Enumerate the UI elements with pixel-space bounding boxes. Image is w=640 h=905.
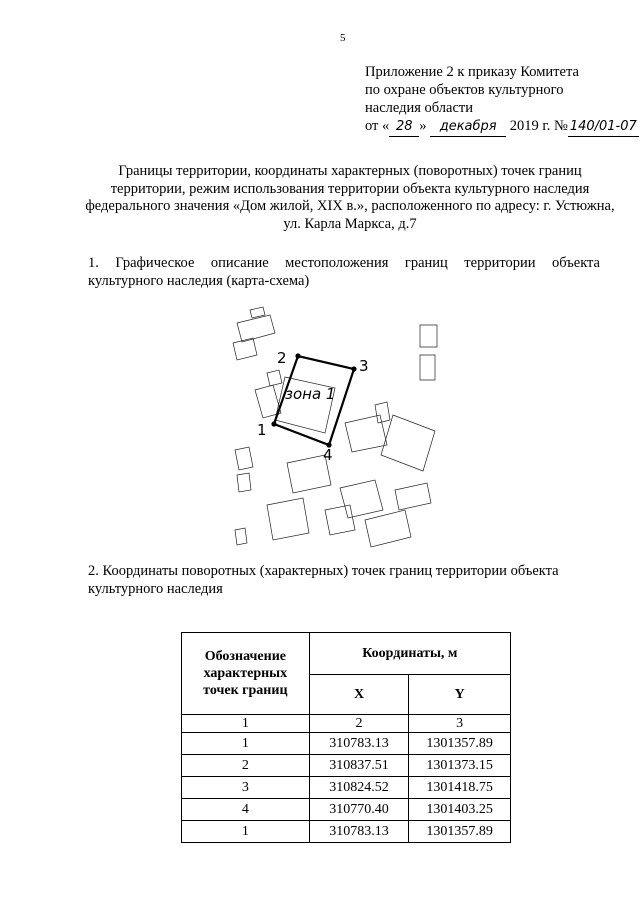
handwritten-month: декабря [430, 118, 506, 137]
table-cell: 1301357.89 [409, 821, 511, 843]
appendix-line-1: Приложение 2 к приказу Комитета [365, 64, 579, 80]
point-label-1: 1 [257, 421, 267, 439]
building-outline [340, 480, 383, 518]
building-outline [267, 498, 309, 540]
table-row [182, 799, 511, 821]
building-outline [345, 415, 387, 452]
table-row [182, 821, 511, 843]
table-row [182, 777, 511, 799]
building-outline [420, 355, 435, 380]
building-outline [395, 483, 431, 510]
appendix-line-3: наследия области [365, 100, 474, 116]
handwritten-day: 28 [389, 118, 419, 137]
table-cell: 1301418.75 [409, 777, 511, 799]
building-outline [237, 315, 275, 342]
quote-close: » [419, 118, 427, 134]
table-cell: 4 [182, 799, 310, 821]
table-cell: 1301373.15 [409, 755, 511, 777]
point-3-marker [351, 366, 356, 371]
handwritten-order-number: 140/01-07 [568, 118, 639, 137]
header-designation: Обозначение характерных точек границ [182, 633, 310, 715]
building-outline [250, 307, 265, 318]
table-cell: 1301403.25 [409, 799, 511, 821]
table-cell: 310837.51 [309, 755, 409, 777]
point-1-marker [271, 421, 276, 426]
header-coordinates: Координаты, м [309, 633, 510, 675]
year-text: 2019 г. № [509, 118, 568, 134]
table-cell: 310783.13 [309, 821, 409, 843]
boundary-map [215, 305, 455, 553]
building-outline [235, 447, 253, 470]
date-prefix: от « [365, 118, 390, 134]
appendix-date-line [365, 117, 635, 137]
appendix-line-2: по охране объектов культурного [365, 82, 564, 98]
table-cell: 310783.13 [309, 733, 409, 755]
document-title: Границы территории, координаты характерных (поворотных) точек границ территории, режим использования территории объекта культурного наследия федерального значения «Дом жилой, XIX в.», расположенного по адресу: г. Устюжна, ул. Карла Маркса, д.7 [85, 163, 615, 232]
table-cell: 1 [182, 715, 310, 733]
point-label-2: 2 [277, 349, 287, 367]
table-index-row [182, 715, 511, 733]
coordinates-table [181, 632, 511, 843]
point-label-3: 3 [359, 357, 369, 375]
section-2-heading: 2. Координаты поворотных (характерных) точек границ территории объекта культурного наследия [88, 563, 559, 597]
building-outline [237, 473, 251, 492]
table-cell: 310770.40 [309, 799, 409, 821]
header-x: X [309, 675, 409, 715]
zone-label: зона 1 [285, 385, 336, 403]
building-outline [381, 415, 435, 471]
table-cell: 3 [182, 777, 310, 799]
table-cell: 1 [182, 733, 310, 755]
building-outline [325, 505, 355, 535]
building-outline [235, 528, 247, 545]
table-cell: 2 [309, 715, 409, 733]
table-cell: 2 [182, 755, 310, 777]
point-label-4: 4 [323, 446, 333, 464]
section-1-heading: 1. Графическое описание местоположения границ территории объекта культурного наследия (карта-схема) [88, 255, 600, 289]
header-y: Y [409, 675, 511, 715]
table-row [182, 755, 511, 777]
table-cell: 1 [182, 821, 310, 843]
table-cell: 3 [409, 715, 511, 733]
table-cell: 310824.52 [309, 777, 409, 799]
building-outline [420, 325, 437, 347]
table-row [182, 733, 511, 755]
building-outline [375, 402, 390, 423]
point-2-marker [295, 353, 300, 358]
appendix-header [365, 63, 635, 137]
building-outline [365, 510, 411, 547]
table-cell: 1301357.89 [409, 733, 511, 755]
page-number: 5 [340, 32, 346, 44]
building-outline [267, 370, 282, 386]
